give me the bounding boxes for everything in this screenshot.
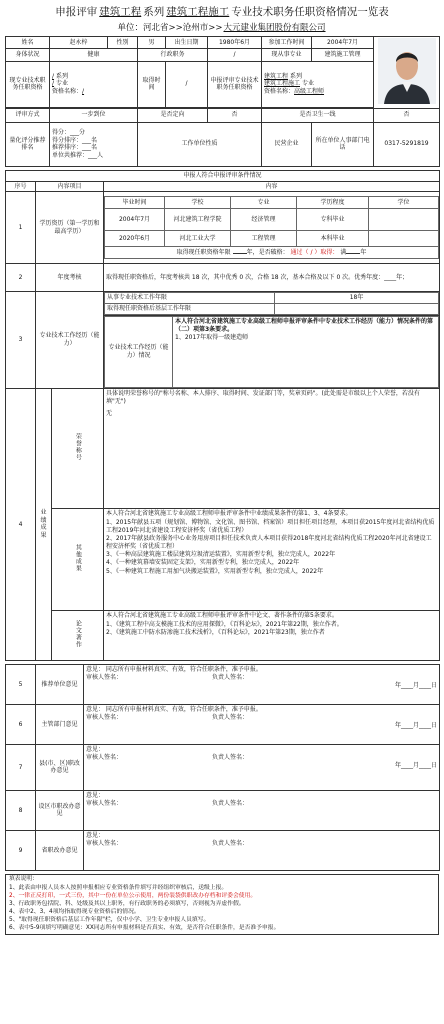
- paper-text: 本人符合河北省建筑施工专业高级工程师申报评审条件中论文、著作条件的第5条要求。: [106, 612, 338, 620]
- phone-value: 0317-5291819: [374, 122, 440, 166]
- paper-label: [52, 610, 104, 660]
- honor-value: 无: [106, 409, 113, 417]
- row-no-3: 3: [6, 292, 36, 389]
- assess-text: 取得现任职资格后，年度考核共 18 次，其中优秀 0 次，合格 18 次，基本合格及以下 0 次。优秀年度：____年；: [104, 264, 440, 292]
- applicant-photo: [378, 38, 436, 104]
- other-item-3: 3、《一种高层建筑施工楼层建筑垃圾清运装置》，实用新型专利，独立完成人，2022年: [106, 550, 336, 558]
- edu-content: [104, 192, 440, 264]
- unit-label: 单位：: [117, 23, 143, 33]
- opinion-no: 7: [6, 744, 36, 790]
- exp-sub-label: 专业技术工作经历（能力）情况: [105, 316, 173, 387]
- exp-item: 1、2017年取得一级建造师: [175, 333, 249, 341]
- conditions-title: 申报人符合申报评审条件情况: [6, 170, 440, 181]
- edu-extra-year: 年: [360, 248, 367, 256]
- admin-value: /: [208, 49, 262, 61]
- note-6: 6、表中5-9项填写明确意见：XX同志所有申报材料是否真实、有效，是否符合任职条件，是否准予申报。: [9, 924, 280, 931]
- apply-series-word: 系列: [289, 72, 302, 80]
- cur-qual-label: 现专业技术职务任职资格: [6, 61, 50, 107]
- row-no-1: 1: [6, 192, 36, 264]
- unit-name: 大元建业集团股份有限公司: [223, 23, 326, 33]
- edu-row1-major: 经济管理: [231, 209, 297, 231]
- opinion-text: 意见： 同志所有申报材料真实、有效，符合任职条件，准予申报。: [86, 705, 262, 713]
- other-text: 本人符合河北省建筑施工专业高级工程师申报评审条件中业绩成果条件的第1、3、4条要求。: [106, 510, 352, 518]
- exp-years-row: [104, 292, 440, 316]
- exp-label: 专业技术工作经历（能力）: [36, 292, 104, 389]
- top-label: 是否卫生一线: [262, 108, 374, 122]
- get-time-label: 取得时间: [138, 61, 166, 107]
- sex-value: 男: [138, 37, 166, 49]
- major-value: 建筑施工管理: [312, 49, 374, 61]
- paper-label-text: 论文著作: [74, 620, 82, 649]
- opinion-signers: [86, 714, 437, 722]
- edu-row1-time: 2004年7月: [105, 209, 165, 231]
- unit-line: [5, 21, 439, 36]
- rank-label: 量化评分推荐排名: [6, 122, 50, 166]
- opinion-text: 意见：: [86, 791, 105, 799]
- direct-value: 否: [208, 108, 262, 122]
- edu-head-major: 专业: [231, 197, 297, 209]
- cur-qual-value: [50, 61, 138, 107]
- major-label: 现从事专业: [262, 49, 312, 61]
- apply-name-label: 资格名称：: [264, 88, 295, 96]
- edu-head-time: 毕业时间: [105, 197, 165, 209]
- edu-extra-full: 满: [340, 248, 347, 256]
- honor-content: [104, 388, 440, 508]
- edu-label: 学历资历（第一学历和最高学历）: [36, 192, 104, 264]
- edu-extra-blank: [233, 253, 247, 254]
- method-label: 评审方式: [6, 108, 50, 122]
- apply-value: [262, 61, 374, 107]
- cur-name: /: [82, 88, 85, 96]
- direct-label: 是否定向: [138, 108, 208, 122]
- row-no-4: 4: [6, 388, 36, 660]
- exp-text: 本人符合河北省建筑施工专业高级工程师申报评审条件中专业技术工作经历（能力）情况条件的第（二）项第3条要求。: [175, 317, 434, 333]
- note-3: 3、行政职务包括院、科、处级及其以上职务，有行政职务的必须填写，否则视为弄虚作假。: [9, 900, 245, 907]
- cur-series: /: [52, 72, 55, 80]
- opinion-signers: [86, 754, 437, 762]
- edu-row2-major: 工程管理: [231, 231, 297, 247]
- opinion-row: [6, 704, 440, 744]
- other-content: [104, 508, 440, 610]
- top-value: 否: [374, 108, 440, 122]
- honor-label-text: 荣誉称号: [74, 433, 82, 462]
- opinion-signer: 审核人签名：: [86, 753, 123, 761]
- opinion-label: 省职改办意见: [36, 830, 84, 870]
- exp-after-value: [275, 304, 439, 315]
- opinion-no: 6: [6, 704, 36, 744]
- edu-row2-school: 河北工业大学: [165, 231, 231, 247]
- apply-spec: 建筑工程施工: [264, 80, 301, 88]
- phone-label: 所在单位人事部门电话: [312, 122, 374, 166]
- title-suffix: 专业技术职务任职资格情况一览表: [231, 6, 389, 18]
- edu-row2-level: 本科毕业: [297, 231, 369, 247]
- opinion-lead: 负责人签名：: [212, 753, 249, 761]
- unit-nature-label: 工作单位性质: [138, 122, 262, 166]
- apply-name: 高级工程师: [294, 88, 325, 96]
- ach-label: 业绩成果: [36, 388, 52, 660]
- opinion-signer: 审核人签名：: [86, 799, 123, 807]
- opinion-date: 年____月____日: [394, 761, 437, 769]
- opinion-text: 意见： 同志所有申报材料真实、有效，符合任职条件，准予申报。: [86, 665, 262, 673]
- opinion-signers: [86, 800, 437, 808]
- edu-row2-degree: [369, 231, 439, 247]
- notes-block: [5, 874, 439, 935]
- name-label: 姓名: [6, 37, 50, 49]
- apply-spec-word: 专业: [301, 80, 314, 88]
- opinion-content: [84, 744, 440, 790]
- total-line: 单位共推荐：___人: [52, 152, 104, 160]
- basic-info-table: [5, 36, 440, 167]
- rank-line: 得分排序：___名: [52, 136, 98, 144]
- assess-label: 年度考核: [36, 264, 104, 292]
- content-header: 内容: [104, 181, 440, 192]
- cur-series-word: 系列: [55, 72, 68, 80]
- rank-value: [50, 122, 138, 166]
- cur-spec-word: 专业: [55, 80, 68, 88]
- opinion-content: [84, 704, 440, 744]
- note-2: 2、一律正反打印，一式三份，其中一份在单位公示使用，两份装袋供职改办存档和评委会使用。: [9, 892, 257, 899]
- opinion-label: 推荐单位意见: [36, 664, 84, 704]
- item-header: 内容项目: [36, 181, 104, 192]
- other-label-text: 其他成果: [74, 544, 82, 573]
- edu-extra-years: 年，是否破格：: [246, 248, 289, 256]
- edu-row2-time: 2020年6月: [105, 231, 165, 247]
- conditions-table: [5, 170, 440, 661]
- edu-head-degree: 学位: [369, 197, 439, 209]
- apply-series: 建筑工程: [264, 72, 289, 80]
- exp-years-value: 18年: [275, 293, 439, 304]
- opinion-no: 9: [6, 830, 36, 870]
- work-value: 2004年7月: [312, 37, 374, 49]
- opinion-row: [6, 664, 440, 704]
- opinion-signers: [86, 840, 437, 848]
- unit-path: 河北省>>沧州市>>: [143, 23, 223, 33]
- edu-extra-break: 通过（ / ）取得：: [290, 248, 339, 256]
- other-item-5: 5、《一种建筑工程施工用加气块搬运装置》，实用新型专利，独立完成人，2022年: [106, 567, 324, 575]
- opinion-content: [84, 790, 440, 830]
- opinion-date: 年____月____日: [394, 681, 437, 689]
- exp-detail-table: [104, 316, 439, 388]
- edu-extra-label: 取得现任职资格年限: [176, 248, 231, 256]
- other-item-4: 4、《一种建筑幕墙安装固定支架》，实用新型专利，独立完成人，2022年: [106, 559, 300, 567]
- admin-label: 行政职务: [138, 49, 208, 61]
- opinion-date: 年____月____日: [394, 721, 437, 729]
- cur-spec: /: [52, 80, 55, 88]
- opinion-content: [84, 830, 440, 870]
- opinion-text: 意见：: [86, 831, 105, 839]
- method-value: 一步到位: [50, 108, 138, 122]
- note-1: 1、此表由申报人员本人按照申报相应专业资格条件填写并经组织审核后，送级上报。: [9, 884, 228, 891]
- get-time-value: /: [166, 61, 208, 107]
- note-5: 5、"取得现任职资格后基层工作年限"栏，仅中小学、卫生专业申报人员填写。: [9, 916, 210, 923]
- opinion-row: [6, 790, 440, 830]
- exp-detail: [104, 315, 440, 388]
- title-prefix: 申报评审: [55, 6, 98, 18]
- edu-extra: [105, 247, 439, 259]
- opinion-signer: 审核人签名：: [86, 673, 123, 681]
- score-line: 得分：___分: [52, 128, 86, 136]
- opinion-label: 设区市职改办意见: [36, 790, 84, 830]
- opinion-lead: 负责人签名：: [212, 799, 249, 807]
- edu-extra-blank2: [346, 253, 360, 254]
- exp-detail-text: [173, 316, 439, 387]
- opinion-lead: 负责人签名：: [212, 673, 249, 681]
- exp-after-label: 取得现任职资格后基层工作年限: [105, 304, 275, 315]
- edu-table: [104, 196, 439, 259]
- paper-item-2: 2、《建筑施工中防水防渗施工技术浅析》，《百科论坛》，2021年第23期，独立作者: [106, 629, 325, 637]
- name-value: 赵永梓: [50, 37, 108, 49]
- sex-label: 性别: [108, 37, 138, 49]
- exp-years-label: 从事专业技术工作年限: [105, 293, 275, 304]
- form-title: [5, 3, 439, 21]
- opinion-signer: 审核人签名：: [86, 839, 123, 847]
- edu-row1-level: 专科毕业: [297, 209, 369, 231]
- title-mid: 系列: [143, 6, 165, 18]
- notes-title: 填表说明：: [9, 876, 38, 883]
- honor-note: 具体说明荣誉称号的"称号名称、本人排序、取得时间、发证部门等，奖章页码"。(此处需是市级以上个人荣誉，若没有填"无"): [106, 389, 420, 405]
- edu-row1-school: 河北建筑工程学院: [165, 209, 231, 231]
- edu-head-school: 学校: [165, 197, 231, 209]
- opinion-lead: 负责人签名：: [212, 713, 249, 721]
- birth-label: 出生日期: [166, 37, 208, 49]
- title-specialty: 建筑工程施工: [166, 6, 230, 18]
- opinion-no: 5: [6, 664, 36, 704]
- row-no-2: 2: [6, 264, 36, 292]
- note-4: 4、表中2、3、4项均指取得现专业资格后的情况。: [9, 908, 140, 915]
- edu-row1-degree: [369, 209, 439, 231]
- birth-value: 1980年6月: [208, 37, 262, 49]
- opinion-lead: 负责人签名：: [212, 839, 249, 847]
- opinion-signer: 审核人签名：: [86, 713, 123, 721]
- other-item-1: 1、2015年献县五项（规划馆、博物馆、文化馆、图书馆、档案馆）项目担任项目经理，本项目获2015年度河北省结构优质工程2019年河北省建设工程安济杯奖（省优质工程）: [106, 518, 435, 534]
- edu-head-level: 学历程度: [297, 197, 369, 209]
- paper-content: [104, 610, 440, 660]
- opinion-row: [6, 830, 440, 870]
- work-label: 参加工作时间: [262, 37, 312, 49]
- opinions-table: [5, 664, 440, 871]
- health-label: 身体状况: [6, 49, 50, 61]
- rec-line: 推荐排序：___名: [52, 144, 98, 152]
- opinion-signers: [86, 674, 437, 682]
- opinion-content: [84, 664, 440, 704]
- exp-years-table: [104, 292, 439, 315]
- cur-name-label: 资格名称：: [52, 88, 83, 96]
- apply-label: 申报评审专业技术职务任职资格: [208, 61, 262, 107]
- other-label: [52, 508, 104, 610]
- opinion-label: 主管部门意见: [36, 704, 84, 744]
- opinion-label: 县(市、区)职改办意见: [36, 744, 84, 790]
- no-header: 序号: [6, 181, 36, 192]
- paper-item-1: 1、《建筑工程中高支模施工技术的应用探微》，《百科论坛》，2021年第22期，独立作者。: [106, 620, 343, 628]
- opinion-text: 意见：: [86, 745, 105, 753]
- other-item-2: 2、2017年献县政务服务中心业务用房项目担任技术负责人本项目获得2018年度河北省结构优质工程2020年河北省建设工程安济杯奖（省优质工程）: [106, 534, 432, 550]
- opinion-no: 8: [6, 790, 36, 830]
- unit-nature-value: 民营企业: [262, 122, 312, 166]
- honor-label: [52, 388, 104, 508]
- health-value: 健康: [50, 49, 138, 61]
- photo-cell: [374, 37, 440, 109]
- title-series: 建筑工程: [99, 6, 142, 18]
- opinion-row: [6, 744, 440, 790]
